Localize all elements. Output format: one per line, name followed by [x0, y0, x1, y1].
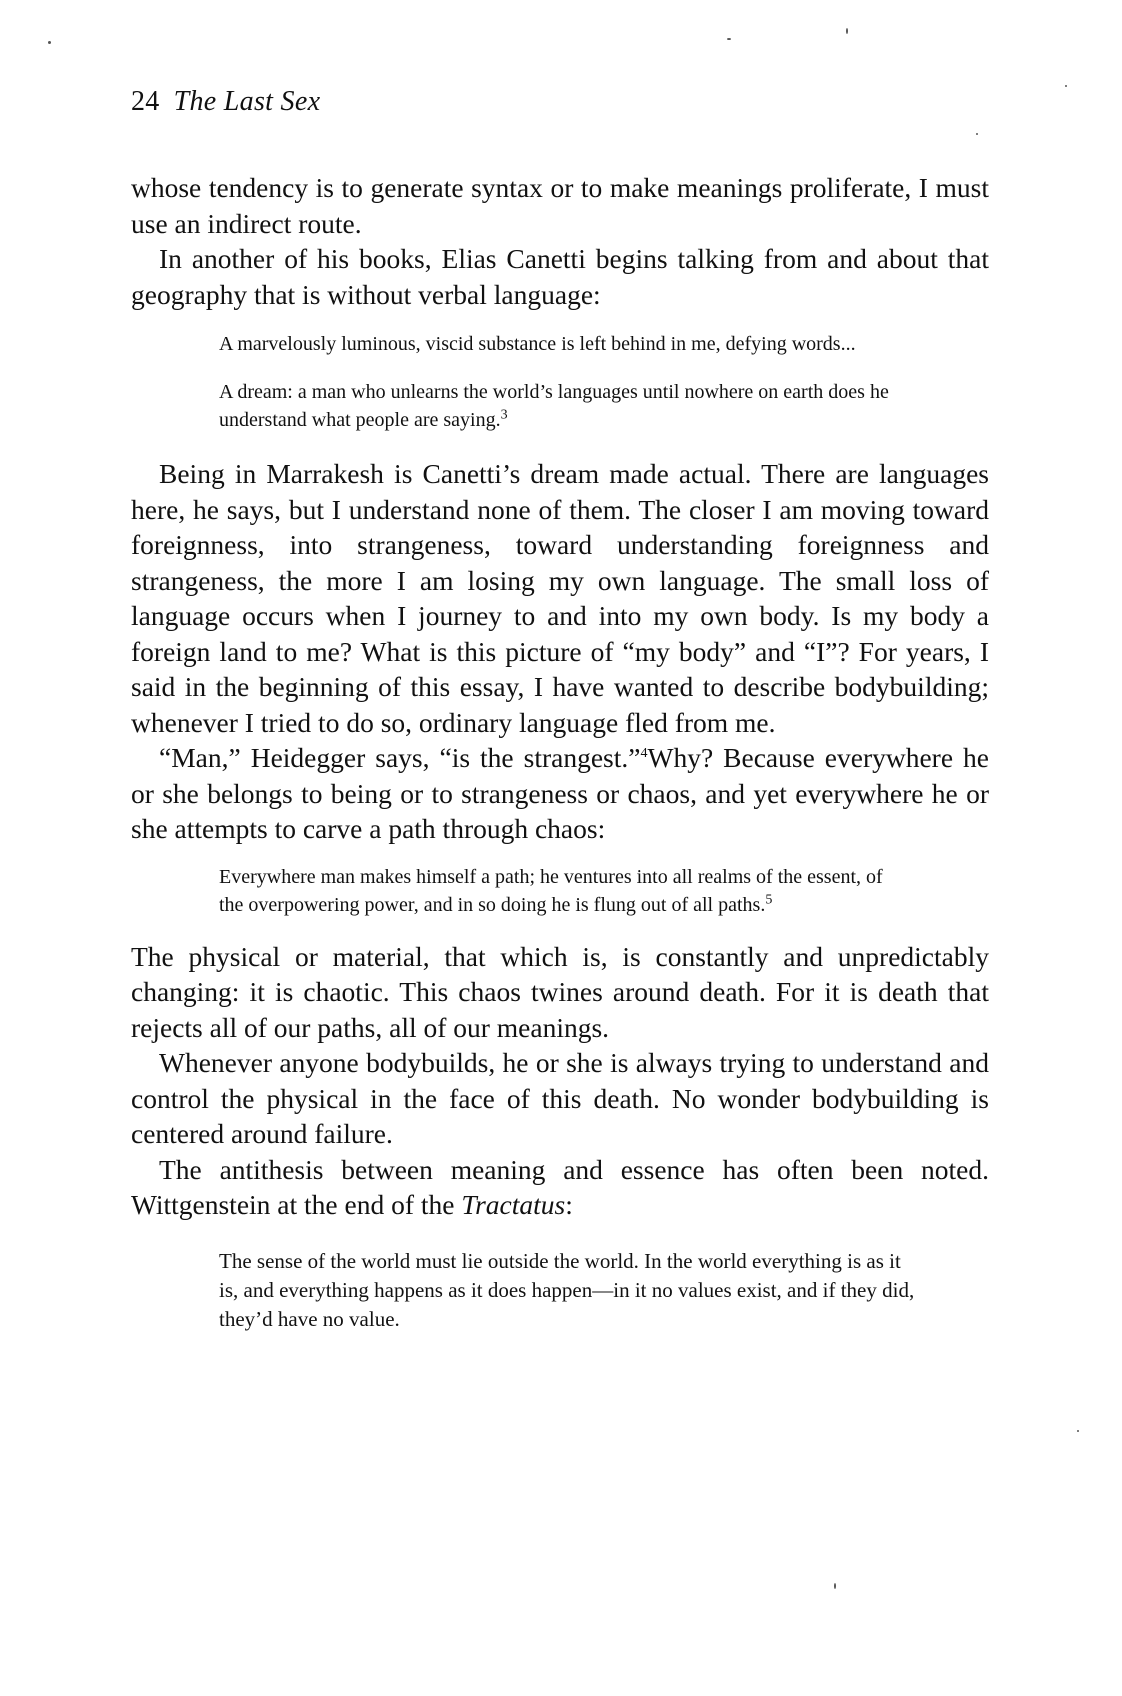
book-title: The Last Sex — [173, 86, 321, 117]
tractatus-title: Tractatus — [461, 1189, 566, 1220]
paragraph-1: whose tendency is to generate syntax or to make meanings proliferate, I must use an indirect route. — [131, 172, 989, 239]
quote-dream — [219, 378, 909, 434]
running-header — [131, 86, 320, 118]
footnote-marker-4: 4 — [640, 745, 648, 761]
paragraph-5: The physical or material, that which is, is constantly and unpredictably changing: it is chaotic. This chaos twines around death. For it is death that rejects all of our paths, all of our meanings. — [131, 940, 989, 1043]
scan-speck — [1065, 85, 1067, 87]
scan-speck — [727, 38, 731, 40]
paragraph-7-start: The antithesis between meaning and essence has often been noted. Wittgenstein at the end of the — [131, 1153, 989, 1220]
block-quote-wittgenstein — [219, 1247, 919, 1334]
footnote-marker-3: 3 — [500, 407, 508, 423]
quote-path — [219, 863, 909, 919]
quote-sense-of-world: The sense of the world must lie outside the world. In the world everything is as it is, and everything happens as it does happen—in it no values exist, and if they did, they’d have no value. — [219, 1248, 915, 1331]
page-body — [131, 170, 989, 1356]
block-quote-canetti — [219, 330, 909, 434]
paragraph-4 — [131, 740, 989, 847]
scan-speck — [976, 133, 978, 135]
footnote-marker-5: 5 — [765, 891, 773, 907]
quote-dream-text: A dream: a man who unlearns the world’s languages until nowhere on earth does he understand what people are saying. — [219, 381, 889, 431]
block-quote-heidegger — [219, 863, 909, 919]
paragraph-7 — [131, 1152, 989, 1223]
page-number: 24 — [131, 86, 160, 117]
scan-speck — [48, 41, 51, 44]
paragraph-2: In another of his books, Elias Canetti begins talking from and about that geography that is without verbal language: — [131, 243, 989, 310]
paragraph-7-end: : — [565, 1189, 573, 1220]
scan-speck — [834, 1583, 836, 1589]
quote-luminous: A marvelously luminous, viscid substance is left behind in me, defying words... — [219, 333, 856, 355]
paragraph-4-end: Why? Because everywhere he or she belongs to being or to strangeness or chaos, and yet everywhere he or she attempts to carve a path through chaos: — [131, 742, 989, 844]
paragraph-3: Being in Marrakesh is Canetti’s dream made actual. There are languages here, he says, but I understand none of them. The closer I am moving toward foreignness, into strangeness, toward understanding foreignness and strangeness, the more I am losing my own language. The small loss of language occurs when I journey to and into my own body. Is my body a foreign land to me? What is this picture of “my body” and “I”? For years, I said in the beginning of this essay, I have wanted to describe bodybuilding; whenever I tried to do so, ordinary language fled from me. — [131, 458, 989, 738]
quote-path-text: Everywhere man makes himself a path; he ventures into all realms of the essent, of the overpowering power, and in so doing he is flung out of all paths. — [219, 865, 883, 916]
scan-speck — [1077, 1430, 1079, 1432]
paragraph-4-start: “Man,” Heidegger says, “is the strangest.” — [159, 742, 641, 773]
paragraph-6: Whenever anyone bodybuilds, he or she is always trying to understand and control the physical in the face of this death. No wonder bodybuilding is centered around failure. — [131, 1047, 989, 1149]
scan-speck — [846, 28, 848, 34]
